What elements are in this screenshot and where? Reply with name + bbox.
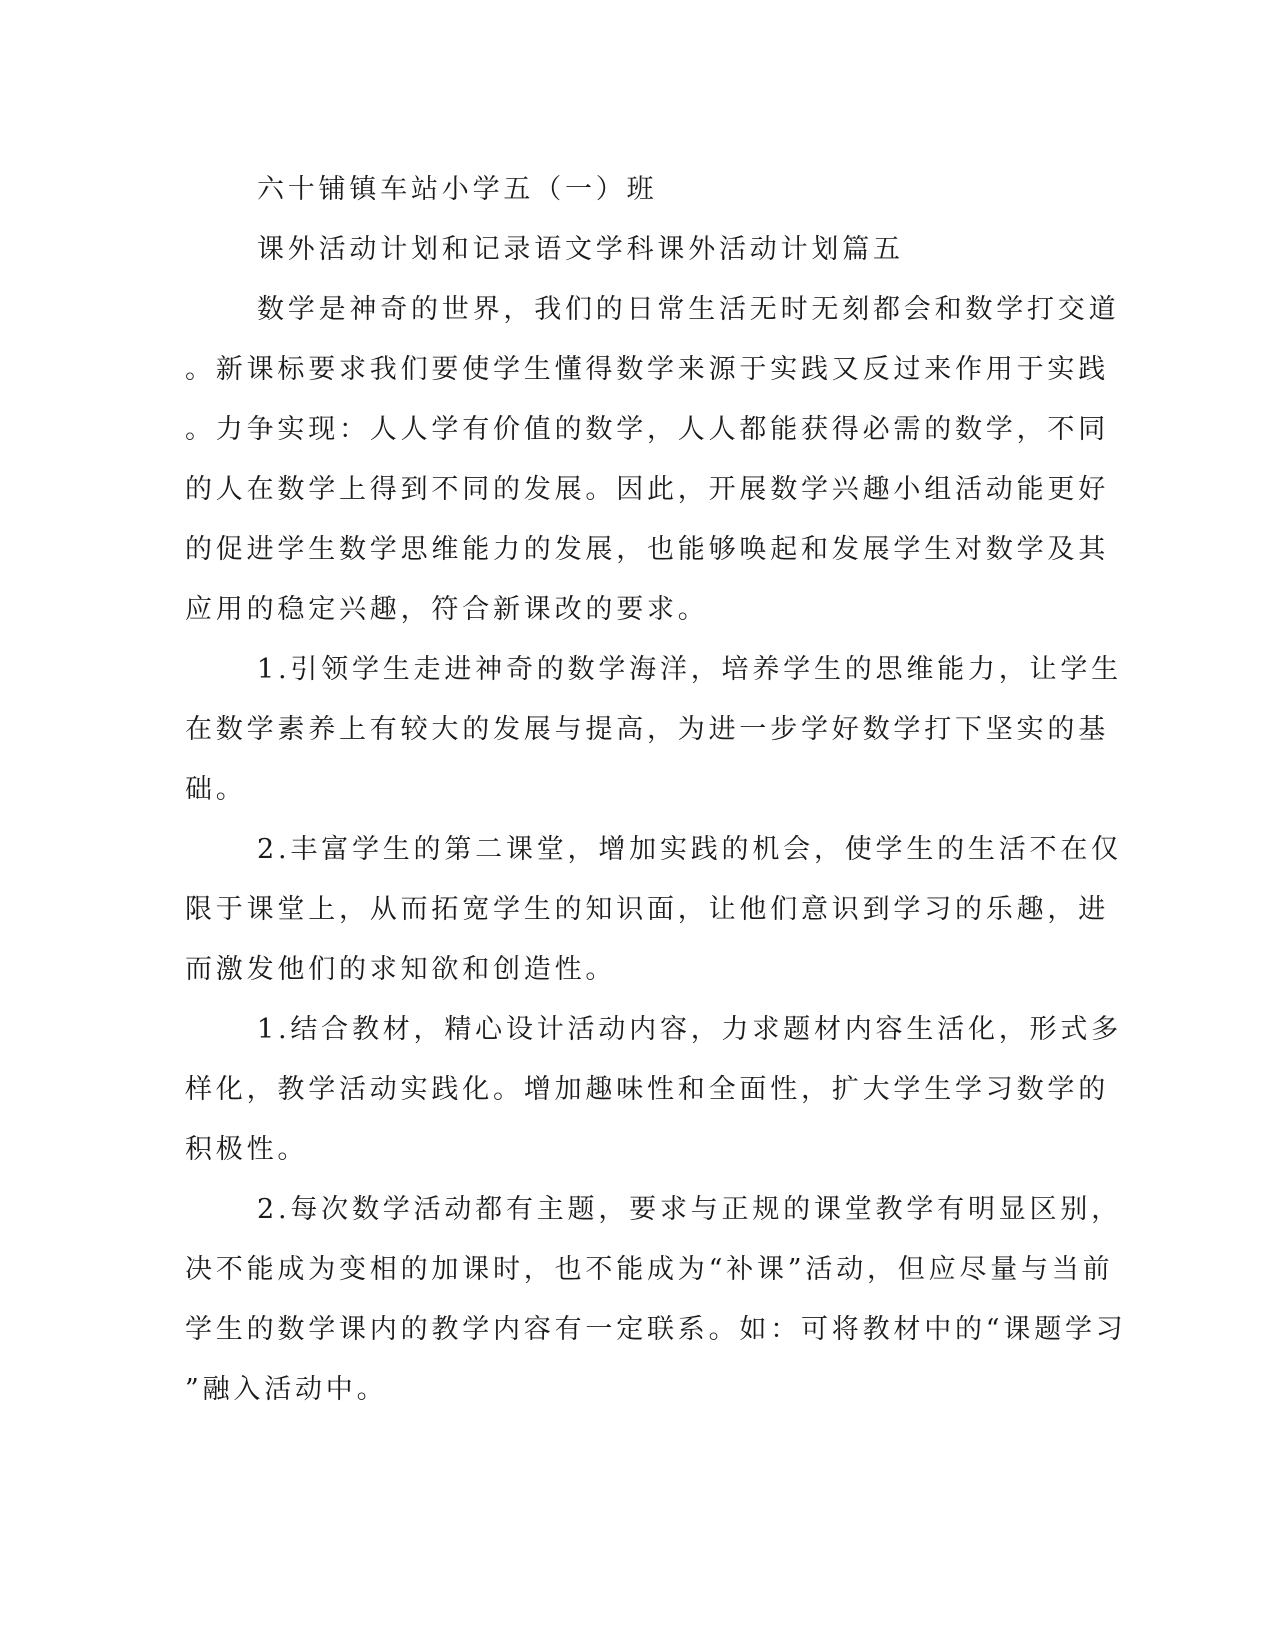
paragraph-line: 积极性。 [185,1134,309,1165]
paragraph-line: 学生的数学课内的教学内容有一定联系。如：可将教材中的“课题学习 [185,1314,1127,1345]
paragraph-line: 1.结合教材，精心设计活动内容，力求题材内容生活化，形式多 [257,1014,1122,1045]
goal-item-2 [185,820,1122,1000]
intro-paragraph [185,280,1120,640]
paragraph-line: 的人在数学上得到不同的发展。因此，开展数学兴趣小组活动能更好 [185,474,1109,505]
paragraph-line: 决不能成为变相的加课时，也不能成为“补课”活动，但应尽量与当前 [185,1254,1114,1285]
plan-title: 课外活动计划和记录语文学科课外活动计划篇五 [257,234,904,265]
paragraph-line: 。新课标要求我们要使学生懂得数学来源于实践又反过来作用于实践 [185,354,1109,385]
measure-item-2 [185,1180,1127,1420]
measure-item-1 [185,1000,1122,1180]
paragraph-line: 2.每次数学活动都有主题，要求与正规的课堂教学有明显区别， [257,1194,1122,1225]
paragraph-line: 限于课堂上，从而拓宽学生的知识面，让他们意识到学习的乐趣，进 [185,894,1109,925]
school-class-heading: 六十铺镇车站小学五（一）班 [257,174,658,205]
paragraph-line: 数学是神奇的世界，我们的日常生活无时无刻都会和数学打交道 [257,294,1120,325]
paragraph-line: 的促进学生数学思维能力的发展，也能够唤起和发展学生对数学及其 [185,534,1109,565]
paragraph-line: 样化，教学活动实践化。增加趣味性和全面性，扩大学生学习数学的 [185,1074,1109,1105]
paragraph-line: ”融入活动中。 [185,1374,388,1405]
paragraph-line: 础。 [185,774,247,805]
goal-item-1 [185,640,1122,820]
paragraph-line: 而激发他们的求知欲和创造性。 [185,954,617,985]
document-body [185,160,1127,1420]
paragraph-line: 1.引领学生走进神奇的数学海洋，培养学生的思维能力，让学生 [257,654,1122,685]
paragraph-line: 应用的稳定兴趣，符合新课改的要求。 [185,594,709,625]
paragraph-line: 2.丰富学生的第二课堂，增加实践的机会，使学生的生活不在仅 [257,834,1122,865]
paragraph-line: 。力争实现：人人学有价值的数学，人人都能获得必需的数学，不同 [185,414,1109,445]
paragraph-line: 在数学素养上有较大的发展与提高，为进一步学好数学打下坚实的基 [185,714,1109,745]
